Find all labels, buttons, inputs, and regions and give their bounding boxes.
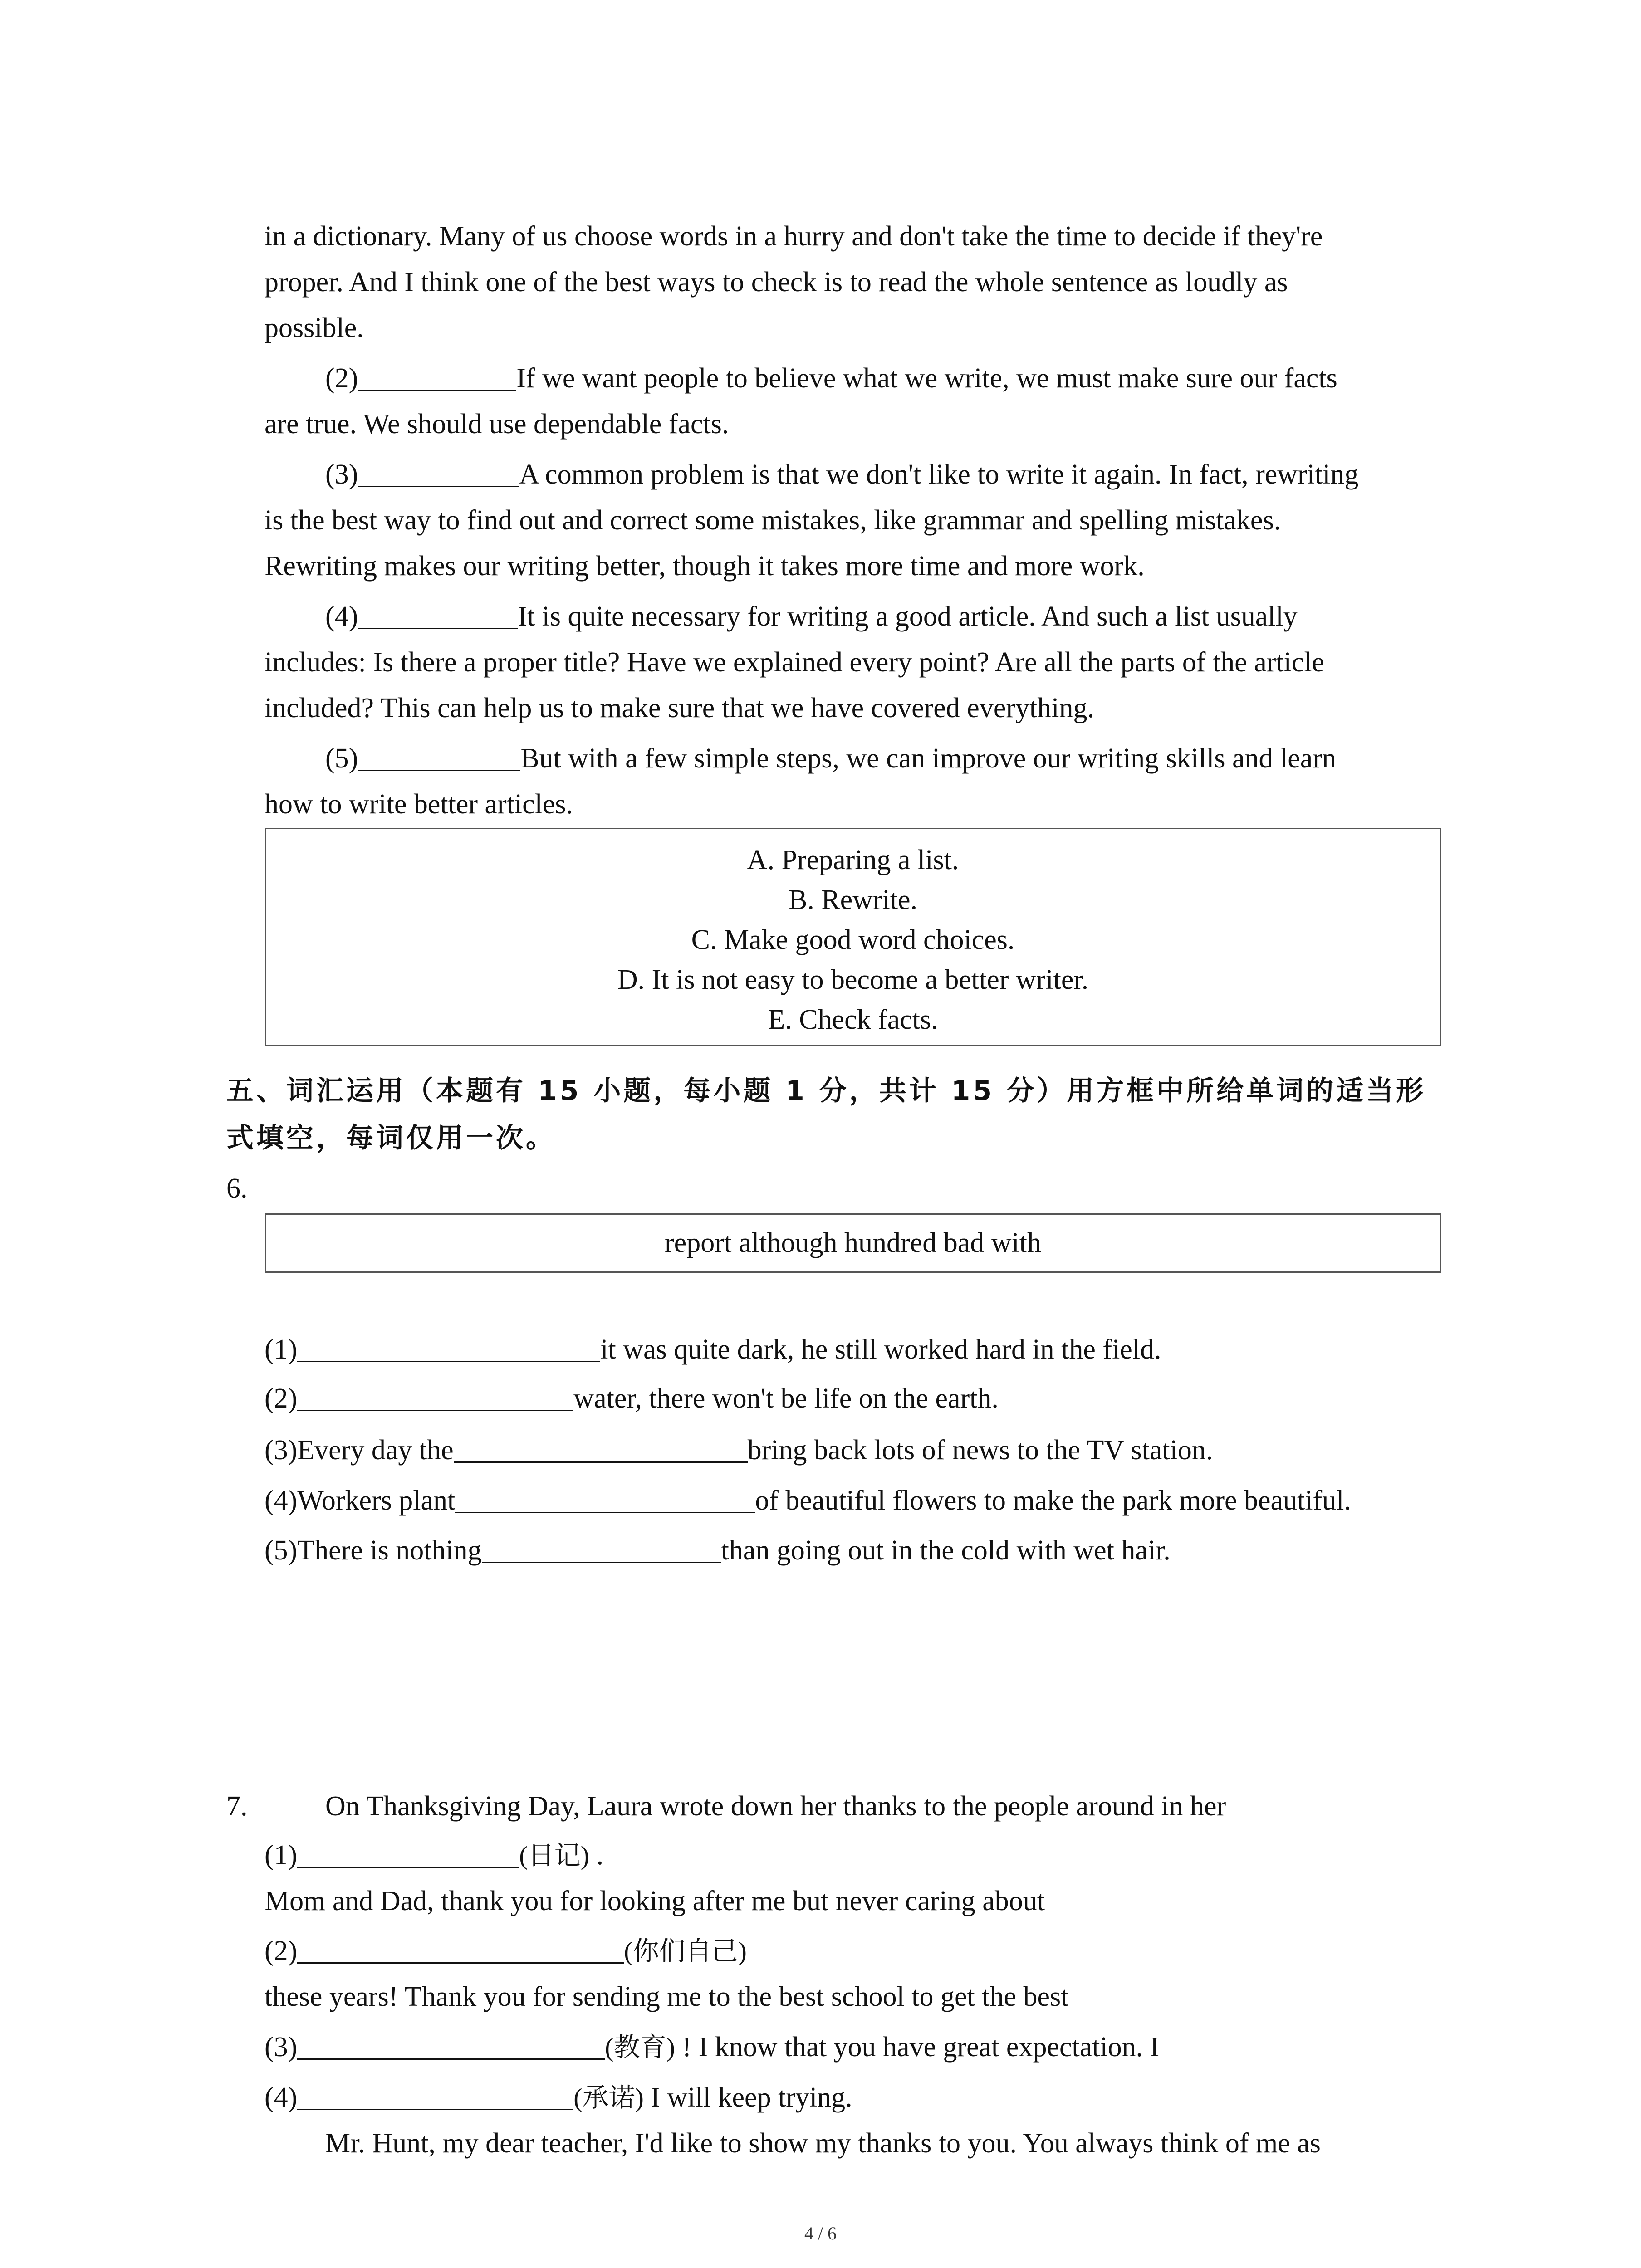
section-heading: 式填空，每词仅用一次。 — [226, 1122, 556, 1154]
item-text: A common problem is that we don't like to write it again. In fact, rewriting — [519, 459, 1359, 490]
q6-item-1 — [265, 1331, 1161, 1368]
item-number: (2) — [325, 363, 358, 394]
answer-blank — [297, 1867, 519, 1868]
chinese-hint: (承诺) — [573, 2083, 644, 2112]
item-number: (4) — [265, 2082, 298, 2113]
item-text: bring back lots of news to the TV station. — [747, 1435, 1213, 1466]
option-c: C. Make good word choices. — [691, 924, 1015, 955]
item-number: (4) — [265, 1485, 298, 1516]
q7-item-2 — [265, 1933, 747, 1969]
chinese-hint: (日记) — [519, 1841, 589, 1870]
option-b: B. Rewrite. — [788, 885, 918, 915]
item-number: (1) — [265, 1334, 298, 1365]
answer-blank — [358, 486, 519, 487]
answer-blank — [482, 1562, 721, 1563]
item-text: ! I know that you have great expectation. I — [675, 2032, 1160, 2063]
option-e: E. Check facts. — [768, 1004, 938, 1035]
passage-item-2 — [325, 360, 1337, 396]
option-d: D. It is not easy to become a better writer. — [617, 964, 1089, 995]
passage-item-5 — [325, 740, 1336, 777]
word-box: report although hundred bad with — [265, 1213, 1441, 1273]
answer-blank — [297, 2058, 605, 2060]
options-box — [265, 828, 1441, 1046]
item-number: (5) — [325, 743, 358, 774]
question-number: 6. — [226, 1173, 248, 1204]
section-heading: 五、词汇运用（本题有 15 小题，每小题 1 分，共计 15 分）用方框中所给单词的适当形 — [226, 1075, 1426, 1107]
passage-line: is the best way to find out and correct some mistakes, like grammar and spelling mistakes. — [265, 505, 1281, 536]
chinese-hint: (教育) — [605, 2033, 675, 2062]
item-text: than going out in the cold with wet hair. — [721, 1535, 1171, 1566]
answer-blank — [297, 1410, 573, 1411]
item-number: (3) — [325, 459, 358, 490]
item-text: Workers plant — [297, 1485, 456, 1516]
answer-blank — [358, 770, 520, 771]
passage-line: are true. We should use dependable facts. — [265, 409, 729, 440]
passage-line: how to write better articles. — [265, 789, 573, 820]
item-text: water, there won't be life on the earth. — [573, 1383, 999, 1414]
passage-line: includes: Is there a proper title? Have we explained every point? Are all the parts of the article — [265, 647, 1325, 678]
answer-blank — [358, 628, 518, 629]
passage-line: possible. — [265, 313, 364, 343]
passage-line: Rewriting makes our writing better, though it takes more time and more work. — [265, 551, 1145, 582]
q6-item-3 — [265, 1432, 1213, 1468]
item-text: Every day the — [297, 1435, 454, 1466]
option-a: A. Preparing a list. — [747, 845, 959, 875]
passage-line: in a dictionary. Many of us choose words in a hurry and don't take the time to decide if they're — [265, 221, 1323, 252]
q6-item-4 — [265, 1482, 1351, 1519]
item-number: (3) — [265, 2032, 298, 2063]
item-text: It is quite necessary for writing a good article. And such a list usually — [518, 601, 1298, 632]
q7-item-3 — [265, 2029, 1159, 2065]
question-number: 7. — [226, 1791, 248, 1822]
item-number: (1) — [265, 1840, 298, 1871]
q7-line: Mr. Hunt, my dear teacher, I'd like to show my thanks to you. You always think of me as — [325, 2128, 1321, 2159]
q7-item-1 — [265, 1837, 603, 1873]
q6-item-2 — [265, 1380, 999, 1417]
item-text: it was quite dark, he still worked hard in the field. — [600, 1334, 1161, 1365]
passage-line: proper. And I think one of the best ways to check is to read the whole sentence as loudly as — [265, 267, 1288, 298]
answer-blank — [358, 390, 516, 391]
item-text: . — [589, 1840, 603, 1871]
q6-item-5 — [265, 1532, 1171, 1569]
item-number: (2) — [265, 1383, 298, 1414]
q7-intro: On Thanksgiving Day, Laura wrote down her thanks to the people around in her — [325, 1791, 1226, 1822]
q7-line: these years! Thank you for sending me to the best school to get the best — [265, 1981, 1069, 2012]
passage-item-4 — [325, 598, 1298, 635]
item-text: But with a few simple steps, we can improve our writing skills and learn — [520, 743, 1336, 774]
page-number: 4 / 6 — [804, 2223, 837, 2244]
item-text: There is nothing — [297, 1535, 482, 1566]
item-number: (2) — [265, 1936, 298, 1966]
item-text: I will keep trying. — [643, 2082, 852, 2113]
answer-blank — [297, 1361, 600, 1362]
answer-blank — [297, 1962, 624, 1964]
item-text: of beautiful flowers to make the park more beautiful. — [755, 1485, 1351, 1516]
q7-item-4 — [265, 2079, 852, 2116]
item-number: (5) — [265, 1535, 298, 1566]
q7-line: Mom and Dad, thank you for looking after me but never caring about — [265, 1886, 1045, 1916]
item-number: (4) — [325, 601, 358, 632]
answer-blank — [455, 1512, 755, 1513]
answer-blank — [297, 2109, 573, 2110]
passage-line: included? This can help us to make sure that we have covered everything. — [265, 693, 1094, 723]
answer-blank — [454, 1461, 748, 1463]
item-number: (3) — [265, 1435, 298, 1466]
passage-item-3 — [325, 456, 1358, 493]
chinese-hint: (你们自己) — [624, 1936, 747, 1966]
item-text: If we want people to believe what we write, we must make sure our facts — [516, 363, 1337, 394]
